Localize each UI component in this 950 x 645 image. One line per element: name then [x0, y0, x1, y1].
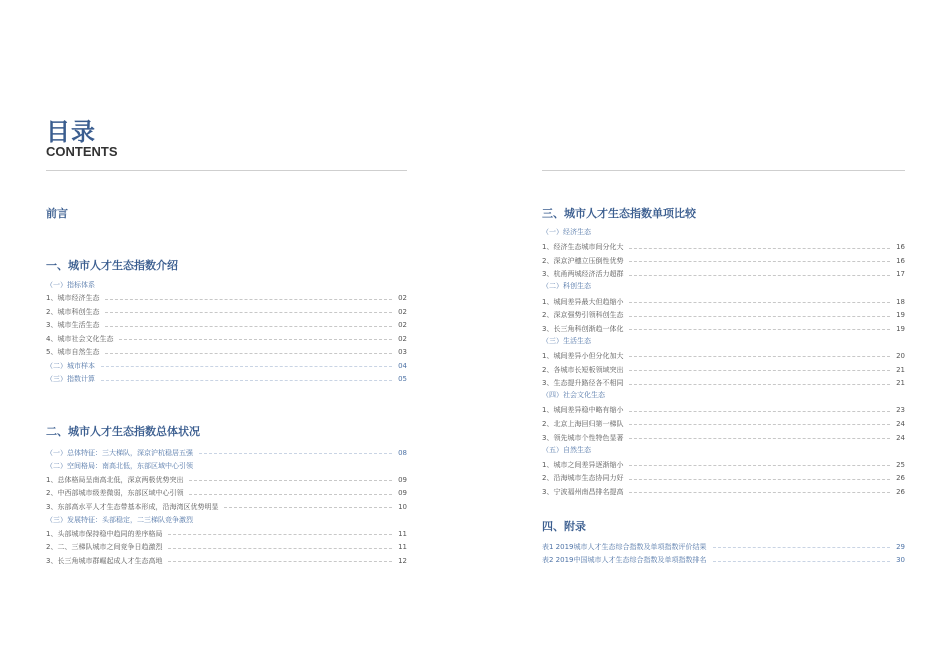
dot-leader — [199, 453, 392, 454]
toc-subsection-label[interactable]: （一）经济生态 — [542, 228, 591, 236]
page-number: 08 — [398, 448, 407, 457]
preface-link[interactable]: 前言 — [46, 207, 68, 220]
toc-subsection-row[interactable] — [46, 514, 407, 527]
section-heading[interactable]: 二、城市人才生态指数总体状况 — [46, 425, 200, 438]
page-number: 16 — [896, 243, 905, 252]
toc-subsection-row[interactable] — [46, 373, 407, 386]
page-number: 26 — [896, 487, 905, 496]
entry-title: 2、北京上海回归第一梯队 — [542, 419, 624, 428]
toc-entry-row[interactable] — [542, 349, 905, 362]
dot-leader — [713, 547, 891, 548]
toc-entry-row[interactable] — [542, 485, 905, 498]
page-number: 24 — [896, 433, 905, 442]
dot-leader — [105, 312, 392, 313]
dot-leader — [629, 384, 890, 385]
dot-leader — [189, 480, 392, 481]
page-number: 05 — [398, 375, 407, 383]
page-number: 30 — [896, 556, 905, 564]
left-divider — [46, 170, 407, 171]
toc-subsection-label[interactable]: （二）科创生态 — [542, 282, 591, 291]
entry-title: 2、二、三梯队城市之间竞争日趋激烈 — [46, 543, 163, 551]
toc-subsection-label[interactable]: （五）自然生态 — [542, 445, 591, 454]
dot-leader — [105, 299, 392, 300]
entry-title: 3、长三角科创渐趋一体化 — [542, 324, 624, 333]
entry-title: 2、中西部城市级差微弱，东部区域中心引领 — [46, 489, 184, 497]
toc-entry-row[interactable] — [46, 500, 407, 513]
toc-entry-row[interactable] — [542, 254, 905, 267]
page-number: 02 — [398, 294, 407, 302]
entry-title: 表2 2019中国城市人才生态综合指数及单项指数排名 — [542, 556, 707, 564]
toc-entry-row[interactable] — [542, 472, 905, 485]
page-number: 11 — [398, 529, 407, 538]
toc-subsection-row[interactable] — [542, 554, 905, 567]
page-number: 20 — [896, 351, 905, 360]
dot-leader — [629, 438, 890, 439]
dot-leader — [629, 479, 890, 480]
entry-title: （三）发展特征：头部稳定，二三梯队竞争激烈 — [46, 516, 193, 524]
page-number: 24 — [896, 419, 905, 428]
toc-entry-row[interactable] — [542, 377, 905, 390]
dot-leader — [119, 339, 392, 340]
section-heading[interactable]: 一、城市人才生态指数介绍 — [46, 259, 178, 272]
toc-entry-row[interactable] — [46, 292, 407, 305]
entry-title: 3、长三角城市群崛起成人才生态高地 — [46, 556, 163, 565]
dot-leader — [629, 261, 890, 262]
page-number: 16 — [896, 256, 905, 265]
entry-title: （一）指标体系 — [46, 280, 95, 289]
toc-entry-row[interactable] — [46, 332, 407, 345]
toc-subsection-row[interactable] — [46, 446, 407, 459]
page-number: 25 — [896, 460, 905, 469]
dot-leader — [101, 366, 392, 367]
page-number: 26 — [896, 474, 905, 483]
page-number: 11 — [398, 543, 407, 551]
entry-title: 3、东部高水平人才生态带基本形成，沿海湾区优势明显 — [46, 502, 219, 511]
page-number: 19 — [896, 311, 905, 320]
toc-subsection-row[interactable] — [46, 460, 407, 473]
dot-leader — [629, 465, 890, 466]
entry-title: （二）城市样本 — [46, 361, 95, 370]
entry-title: 3、杭甬两城经济活力超群 — [542, 270, 624, 279]
entry-title: 2、城市科创生态 — [46, 307, 100, 316]
entry-title: （二）空间格局：南高北低，东部区域中心引领 — [46, 462, 193, 470]
dot-leader — [629, 329, 890, 330]
entry-title: 4、城市社会文化生态 — [46, 334, 114, 343]
entry-title: 3、生态提升路径各不相同 — [542, 379, 624, 388]
entry-title: 1、城间差异最大但趋缩小 — [542, 297, 624, 306]
dot-leader — [105, 326, 392, 327]
toc-entry-row[interactable] — [542, 417, 905, 430]
toc-entry-row[interactable] — [542, 458, 905, 471]
toc-entry-row[interactable] — [46, 541, 407, 554]
dot-leader — [629, 424, 890, 425]
page-number: 02 — [398, 321, 407, 329]
toc-subtitle: CONTENTS — [46, 144, 118, 159]
toc-entry-row[interactable] — [46, 346, 407, 359]
entry-title: 2、深京强势引领科创生态 — [542, 311, 624, 320]
toc-entry-row[interactable] — [542, 404, 905, 417]
dot-leader — [629, 302, 890, 303]
entry-title: 1、城市之间差异逐渐缩小 — [542, 460, 624, 469]
entry-title: （一）总体特征：三大梯队，深京沪杭稳居五强 — [46, 448, 193, 457]
dot-leader — [168, 548, 392, 549]
entry-title: 2、深京沪穗立压倒性优势 — [542, 256, 624, 265]
entry-title: 表1 2019城市人才生态综合指数及单项指数评价结果 — [542, 542, 707, 551]
entry-title: 1、头部城市保持稳中趋同的差序格局 — [46, 529, 163, 538]
entry-title: 2、沿海城市生态协同力好 — [542, 474, 624, 483]
entry-title: 3、领先城市个性特色显著 — [542, 433, 624, 442]
entry-title: （三）指数计算 — [46, 375, 95, 383]
dot-leader — [629, 248, 890, 249]
page-number: 02 — [398, 334, 407, 343]
dot-leader — [224, 507, 392, 508]
toc-entry-row[interactable] — [46, 554, 407, 567]
page-number: 21 — [896, 379, 905, 388]
page-number: 21 — [896, 365, 905, 374]
page-number: 04 — [398, 361, 407, 370]
entry-title: 1、城间差异小但分化加大 — [542, 351, 624, 360]
dot-leader — [101, 380, 392, 381]
entry-title: 5、城市自然生态 — [46, 348, 100, 356]
page-number: 09 — [398, 475, 407, 484]
toc-entry-row[interactable] — [542, 322, 905, 335]
page-number: 29 — [896, 542, 905, 551]
right-divider — [542, 170, 905, 171]
entry-title: 1、经济生态城市间分化大 — [542, 243, 624, 252]
toc-title: 目录 — [46, 118, 96, 146]
toc-subsection-row[interactable] — [46, 359, 407, 372]
page-number: 17 — [896, 270, 905, 279]
dot-leader — [629, 356, 890, 357]
entry-title: 3、城市生活生态 — [46, 321, 100, 329]
entry-title: 1、城间差异稳中略有缩小 — [542, 406, 624, 415]
toc-subsection-row[interactable] — [542, 540, 905, 553]
entry-title: 3、宁波福州南昌排名提高 — [542, 487, 624, 496]
dot-leader — [713, 561, 891, 562]
toc-entry-row[interactable] — [542, 363, 905, 376]
section-heading[interactable]: 四、附录 — [542, 520, 586, 533]
toc-entry-row[interactable] — [46, 487, 407, 500]
toc-entry-row[interactable] — [542, 295, 905, 308]
entry-title: 2、各城市长短板领域突出 — [542, 365, 624, 374]
page-number: 18 — [896, 297, 905, 306]
entry-title: 1、城市经济生态 — [46, 294, 100, 302]
toc-entry-row[interactable] — [542, 268, 905, 281]
page-number: 19 — [896, 324, 905, 333]
page-number: 03 — [398, 348, 407, 356]
toc-entry-row[interactable] — [46, 319, 407, 332]
toc-subsection-label[interactable]: （四）社会文化生态 — [542, 391, 605, 400]
dot-leader — [189, 494, 392, 495]
dot-leader — [629, 370, 890, 371]
entry-title: 1、总体格局呈南高北低，深京两极优势突出 — [46, 475, 184, 484]
toc-entry-row[interactable] — [46, 473, 407, 486]
page-number: 23 — [896, 406, 905, 415]
page-number: 02 — [398, 307, 407, 316]
page-number: 09 — [398, 489, 407, 497]
toc-entry-row[interactable] — [542, 431, 905, 444]
dot-leader — [629, 275, 890, 276]
dot-leader — [629, 492, 890, 493]
page-number: 12 — [398, 556, 407, 565]
dot-leader — [105, 353, 392, 354]
toc-entry-row[interactable] — [542, 309, 905, 322]
dot-leader — [168, 561, 392, 562]
dot-leader — [168, 534, 392, 535]
toc-entry-row[interactable] — [46, 527, 407, 540]
section-heading[interactable]: 三、城市人才生态指数单项比较 — [542, 207, 696, 220]
toc-subsection-row[interactable] — [46, 278, 407, 291]
dot-leader — [629, 316, 890, 317]
dot-leader — [629, 411, 890, 412]
toc-subsection-label[interactable]: （三）生活生态 — [542, 336, 591, 345]
page-number: 10 — [398, 502, 407, 511]
toc-entry-row[interactable] — [542, 241, 905, 254]
toc-entry-row[interactable] — [46, 305, 407, 318]
